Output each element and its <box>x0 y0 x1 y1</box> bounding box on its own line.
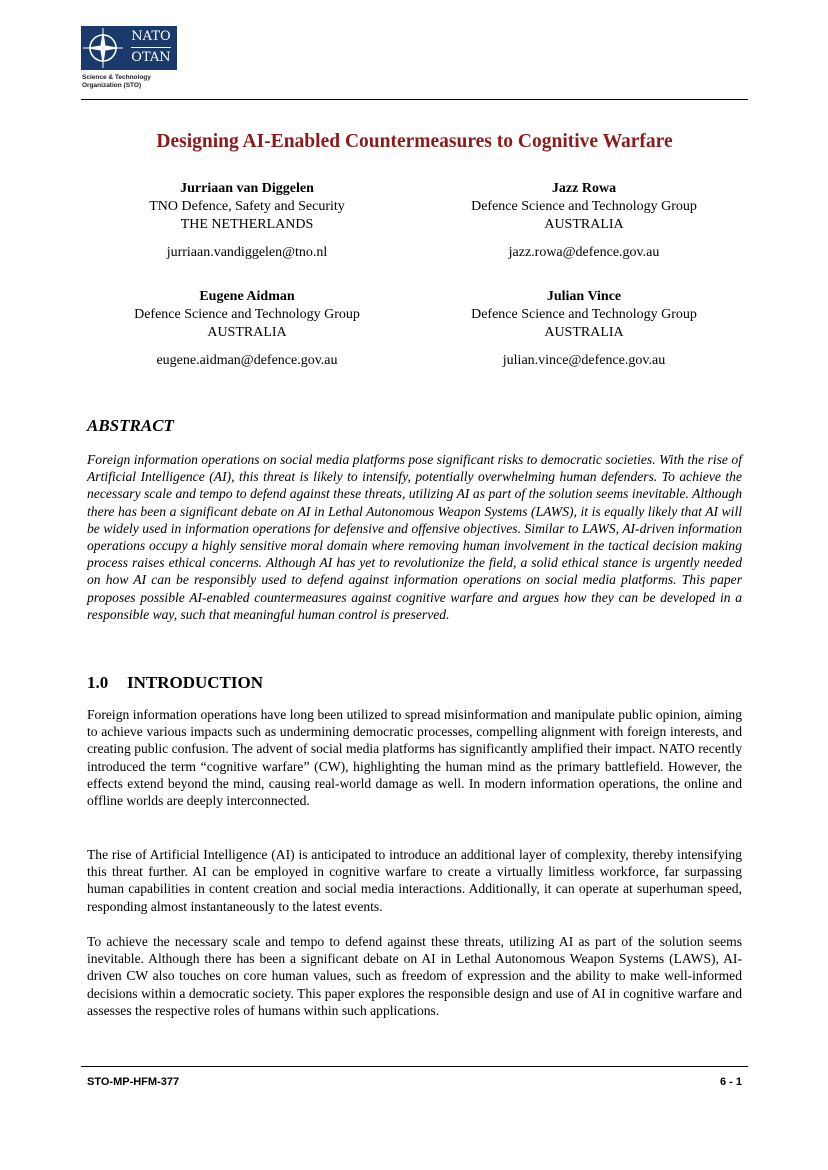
author-country: AUSTRALIA <box>544 325 624 340</box>
logo-otan-text: OTAN <box>131 50 171 65</box>
body-paragraph: The rise of Artificial Intelligence (AI) is anticipated to introduce an additional layer of complexity, thereby intensifying this threat further. AI can be employed in cognitive warfare to create a virtually limitless workforce, far surpassing human capabilities in content creation and social media interactions. Additionally, it can operate at superhuman speed, responding almost instantaneously to the latest events. <box>87 847 742 914</box>
author-name: Jurriaan van Diggelen <box>180 181 314 196</box>
header-rule <box>81 99 748 100</box>
author-name: Eugene Aidman <box>199 289 295 304</box>
author-name: Julian Vince <box>546 289 622 304</box>
logo-nato-text: NATO <box>131 29 171 44</box>
author-affiliation: TNO Defence, Safety and Security <box>149 199 345 214</box>
author-email[interactable]: jazz.rowa@defence.gov.au <box>508 245 660 260</box>
abstract-text: Foreign information operations on social media platforms pose significant risks to democratic societies. With the rise of Artificial Intelligence (AI), this threat is likely to intensify, potentially overwhelming human defenders. To achieve the necessary scale and tempo to defend against these threats, utilizing AI as part of the solution seems inevitable. Although there has been a significant debate on AI in Lethal Autonomous Weapon Systems (LAWS), it is equally likely that AI will be widely used in information operations for defensive and offensive objectives. Similar to LAWS, AI-driven information operations occupy a highly sensitive moral domain where removing human involvement in the tactical decision making process raises ethical concerns. Although AI has yet to revolutionize the field, a solid ethical stance is urgently needed on how AI can be responsibly used to defend against information operations on social media platforms. This paper proposes possible AI-enabled countermeasures against cognitive warfare and argues how they can be developed in a responsible way, such that meaningful human control is preserved. <box>87 452 742 622</box>
sto-org-label <box>82 74 182 90</box>
section-number: 1.0 <box>87 673 109 692</box>
body-paragraph: Foreign information operations have long been utilized to spread misinformation and manipulate public opinion, aiming to achieve various impacts such as undermining democratic processes, compelling alignment with foreign interests, and creating public confusion. The advent of social media platforms has significantly amplified their impact. NATO recently introduced the term “cognitive warfare” (CW), highlighting the human mind as the primary battlefield. However, the effects extend beyond the mind, causing real-world damage as well. In modern information operations, the online and offline worlds are deeply interconnected. <box>87 707 742 809</box>
author-affiliation: Defence Science and Technology Group <box>471 307 697 322</box>
section-heading <box>87 673 263 693</box>
author-block <box>424 288 744 370</box>
author-email[interactable]: julian.vince@defence.gov.au <box>502 353 666 368</box>
section-title: INTRODUCTION <box>127 673 264 692</box>
abstract-heading: ABSTRACT <box>87 416 174 435</box>
author-country: THE NETHERLANDS <box>180 217 314 232</box>
author-email[interactable]: eugene.aidman@defence.gov.au <box>156 353 338 368</box>
sto-org-line1: Science & Technology <box>82 74 151 81</box>
nato-sto-logo <box>81 26 177 94</box>
nato-compass-icon <box>81 26 125 70</box>
sto-org-line2: Organization (STO) <box>82 82 142 89</box>
footer-rule <box>81 1066 748 1067</box>
body-paragraph: To achieve the necessary scale and tempo to defend against these threats, utilizing AI as part of the solution seems inevitable. Although there has been a significant debate on AI in Lethal Autonomous Weapon Systems (LAWS), AI-driven CW also touches on core human values, such as freedom of expression and the ability to make well-informed decisions within a democratic society. This paper explores the responsible design and use of AI in cognitive warfare and assesses the respective roles of humans within such applications. <box>87 934 742 1018</box>
paper-title: Designing AI-Enabled Countermeasures to Cognitive Warfare <box>156 131 673 152</box>
author-block <box>87 288 407 370</box>
author-block <box>87 180 407 262</box>
logo-divider <box>131 47 171 48</box>
author-block <box>424 180 744 262</box>
author-country: AUSTRALIA <box>544 217 624 232</box>
nato-otan-wordmark <box>125 26 177 70</box>
author-email[interactable]: jurriaan.vandiggelen@tno.nl <box>166 245 328 260</box>
footer-doc-id: STO-MP-HFM-377 <box>87 1076 180 1088</box>
author-name: Jazz Rowa <box>551 181 617 196</box>
author-affiliation: Defence Science and Technology Group <box>134 307 360 322</box>
author-country: AUSTRALIA <box>207 325 287 340</box>
footer-page-number: 6 - 1 <box>719 1076 742 1088</box>
author-affiliation: Defence Science and Technology Group <box>471 199 697 214</box>
